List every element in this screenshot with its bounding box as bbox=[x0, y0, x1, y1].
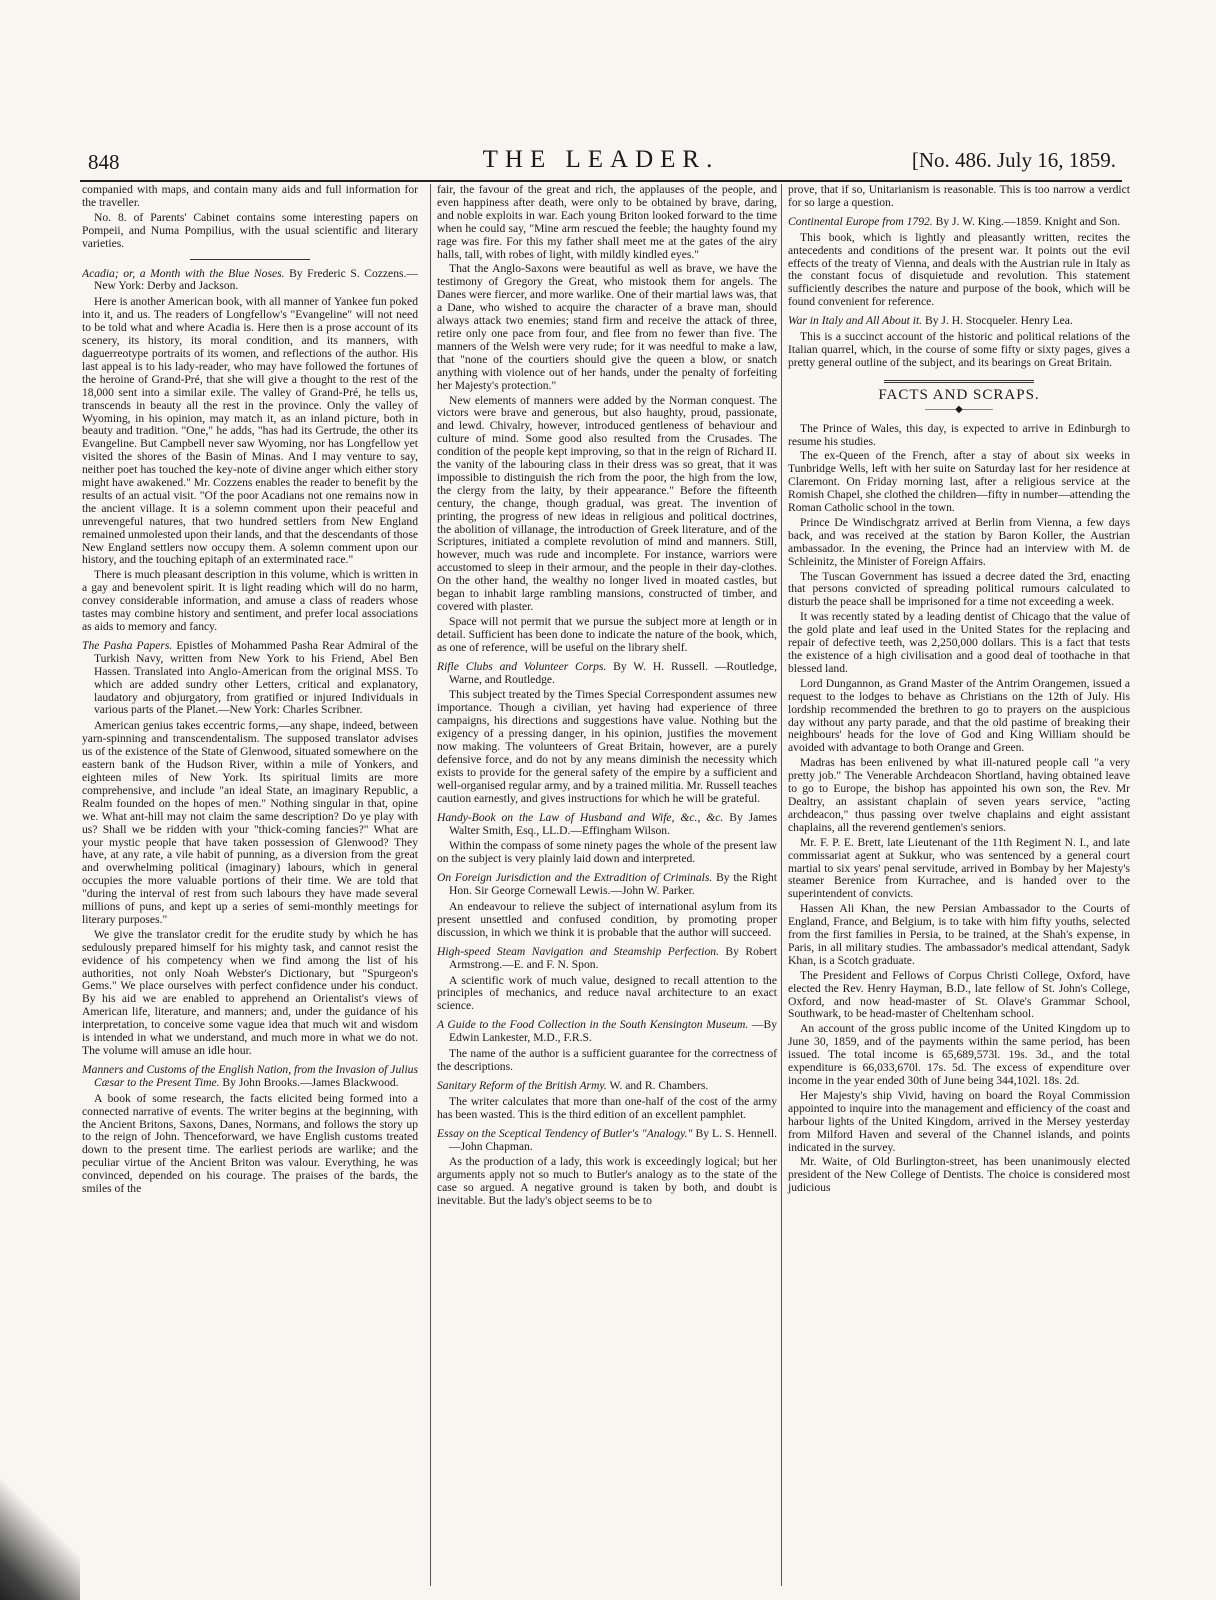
book-heading bbox=[437, 661, 777, 687]
news-item: Madras has been enlivened by what ill-natured people call "a very pretty job." The Venerable Archdeacon Shortland, having obtained leave to go to Europe, the bishop has appointed his own son, the Rev. Mr Dealtry, an assistant chaplain of seven years service, "acting archdeacon," thus passing over twelve chaplains and eight assistant chaplains, all the reverend gentlemen's seniors. bbox=[788, 756, 1130, 834]
book-title: Manners and Customs of the English Nation, from the Invasion of Julius Cæsar to the Present Time. bbox=[82, 1062, 418, 1089]
paragraph: Space will not permit that we pursue the subject more at length or in detail. Sufficient has been done to indicate the nature of the book, which, as one of reference, will be useful on the library shelf. bbox=[437, 614, 777, 654]
paragraph: We give the translator credit for the erudite study by which he has sedulously prepared himself for his mighty task, and cannot resist the evidence of his competency when we find among the list of his authorities, not only Noah Webster's Dictionary, but "Spurgeon's Gems." We place ourselves with perfect confidence under his conduct. By his aid we are enabled to apprehend an Orientalist's views of American life, literature, and manners; and, under the guidance of his interpretation, to conceive some vague idea that much wit and wisdom is intended in what we understand, and much more in what we do not. The volume will amuse an idle hour. bbox=[82, 927, 418, 1057]
paragraph: This is a succinct account of the historic and political relations of the Italian quarrel, which, in the course of some fifty or sixty pages, gives a pretty general outline of the subject, and its bearings on Great Britain. bbox=[788, 330, 1130, 369]
book-title: The Pasha Papers. bbox=[82, 638, 173, 652]
ornament-icon: ———◆——— bbox=[925, 403, 993, 415]
book-publisher: W. and R. Chambers. bbox=[609, 1078, 709, 1092]
paragraph: A scientific work of much value, designed to recall attention to the principles of mechanics, and reduce naval architecture to an exact science. bbox=[437, 973, 777, 1013]
book-title: A Guide to the Food Collection in the South Kensington Museum. bbox=[437, 1018, 749, 1032]
newspaper-title: THE LEADER. bbox=[482, 146, 720, 173]
book-title: Rifle Clubs and Volunteer Corps. bbox=[437, 659, 607, 673]
book-publisher: By John Brooks.—James Blackwood. bbox=[222, 1075, 399, 1089]
book-publisher: By the Right Hon. Sir George Cornewall Lewis.—John W. Parker. bbox=[449, 871, 777, 898]
masthead bbox=[80, 146, 1122, 182]
book-heading bbox=[437, 812, 777, 838]
paragraph: That the Anglo-Saxons were beautiful as well as brave, we have the testimony of Gregory the Great, who mistook them for angels. The Danes were fiercer, and more warlike. One of their martial laws was, that a Dane, who wished to acquire the character of a brave man, should always attack two enemies; stand firm and receive the attack of three, retire only one pace from four, and flee from no fewer than five. The manners of the Welsh were very rude; for it was needful to make a law, that "none of the courtiers should give the queen a blow, or snatch anything with violence out of her hands, under the penalty of forfeiting her Majesty's protection." bbox=[437, 262, 777, 392]
book-title: Handy-Book on the Law of Husband and Wife, &c., &c. bbox=[437, 810, 724, 824]
paragraph: No. 8. of Parents' Cabinet contains some interesting papers on Pompeii, and Numa Pompilius, with the usual scientific and literary varieties. bbox=[82, 210, 418, 250]
book-title: Essay on the Sceptical Tendency of Butler's "Analogy." bbox=[437, 1126, 693, 1140]
book-publisher: Epistles of Mohammed Pasha Rear Admiral of the Turkish Navy, written from New York to his Friend, Abel Ben Hassen. Translated into Anglo-American from the original MSS. To which are added sundry other Letters, critical and explanatory, laudatory and objurgatory, from gratified or injured Individuals in various parts of the Planet.—New York: Charles Scribner. bbox=[94, 638, 418, 717]
news-item: Her Majesty's ship Vivid, having on board the Royal Commission appointed to inquire into the management and efficiency of the coast and harbour lights of the United Kingdom, arrived in the Mersey yesterday from Milford Haven and several of the Channel islands, and points indicated in the survey. bbox=[788, 1088, 1130, 1154]
news-item: It was recently stated by a leading dentist of Chicago that the value of the gold plate and leaf used in the United States for the replacing and repair of defective teeth, was 2,250,000 dollars. This is a fact that tests the existence of a high civilisation and a good deal of toothache in that blessed land. bbox=[788, 610, 1130, 675]
book-heading bbox=[437, 1019, 777, 1045]
book-heading bbox=[82, 268, 418, 294]
section-divider bbox=[884, 380, 1034, 383]
paragraph: fair, the favour of the great and rich, the applauses of the people, and even happiness after death, were only to be obtained by brave, daring, and noble exploits in war. Each young Briton looked forward to the time when he could say, "Mine arm rescued the feeble; the haughty found my rage was fire. For this my father shall meet me at the gates of the airy halls, tall, with robes of light, with mildly kindled eyes." bbox=[437, 184, 777, 261]
book-title: Acadia; or, a Month with the Blue Noses. bbox=[82, 266, 285, 280]
paragraph: The writer calculates that more than one-half of the cost of the army has been wasted. This is the third edition of an excellent pamphlet. bbox=[437, 1094, 777, 1121]
book-publisher: By James Walter Smith, Esq., LL.D.—Effingham Wilson. bbox=[449, 810, 777, 837]
column-3 bbox=[781, 184, 1130, 1586]
news-item: The ex-Queen of the French, after a stay of about six weeks in Tunbridge Wells, left with her suite on Saturday last for her residence at Claremont. On Friday morning last, after a religious service at the Romish Chapel, she clothed the children—fifty in number—attending the Roman Catholic school in the town. bbox=[788, 449, 1130, 515]
paragraph: As the production of a lady, this work is exceedingly logical; but her arguments apply not so much to Butler's analogy as to the state of the case so argued. A negative ground is taken by both, and doubt is inevitable. But the lady's object seems to be to bbox=[437, 1155, 777, 1208]
paragraph: Here is another American book, with all manner of Yankee fun poked into it, and us. The readers of Longfellow's "Evangeline" will not need to be told what and where Acadia is. Here then is a prose account of its scenery, its history, its moral condition, and its manners, with daguerreotype portraits of its women, and reflections of the author. His last appeal is to his lady-reader, who may have followed the fortunes of the heroine of Grand-Pré, that she will give a thought to the rest of the 18,000 sent into a similar exile. The valley of Grand-Pré, he tells us, transcends in beauty all the rest in the province. Only the valley of Wyoming, in his opinion, may match it, as an inland picture, both in beauty and tradition. "One," he adds, "has had its Gertrude, the other its Evangeline. But Campbell never saw Wyoming, nor has Longfellow yet visited the shores of the Basin of Minas. And I may venture to say, neither poet has touched the key-note of divine anger which either story might have awakened." Mr. Cozzens enables the reader to benefit by the results of an actual visit. "Of the poor Acadians not one remains now in the ancient village. It is a solemn comment upon their peaceful and unrevengeful natures, that two hundred settlers from New England remained unmolested upon their lands, and that the descendants of those New England settlers now occupy them. A solemn comment upon our history, and the touching epitaph of an exterminated race." bbox=[82, 295, 418, 567]
book-heading bbox=[788, 216, 1130, 229]
book-heading bbox=[437, 872, 777, 898]
paragraph: companied with maps, and contain many aids and full information for the traveller. bbox=[82, 184, 418, 209]
book-title: High-speed Steam Navigation and Steamship Perfection. bbox=[437, 944, 719, 958]
column-1 bbox=[82, 184, 418, 1586]
news-item: Mr. Waite, of Old Burlington-street, has been unanimously elected president of the New College of Dentists. The choice is considered most judicious bbox=[788, 1155, 1130, 1195]
news-item: Prince De Windischgratz arrived at Berlin from Vienna, a few days back, and was received at the station by Baron Koller, the Austrian ambassador. In the evening, the Prince had an interview with M. de Schleinitz, the Minister of Foreign Affairs. bbox=[788, 515, 1130, 568]
book-heading bbox=[437, 946, 777, 972]
paragraph: This book, which is lightly and pleasantly written, recites the antecedents and conditions of the present war. It points out the evil effects of the treaty of Vienna, and deals with the Austrian rule in Italy as the constant focus of disquietude and revolution. This statement sufficiently describes the nature and purpose of the book, which will be found convenient for reference. bbox=[788, 230, 1130, 309]
paragraph: The name of the author is a sufficient guarantee for the correctness of the descriptions. bbox=[437, 1047, 777, 1073]
column-2 bbox=[430, 184, 777, 1586]
book-title: On Foreign Jurisdiction and the Extradition of Criminals. bbox=[437, 871, 713, 885]
book-title: War in Italy and All About it. bbox=[788, 314, 923, 328]
book-publisher: —By Edwin Lankester, M.D., F.R.S. bbox=[449, 1018, 777, 1045]
news-item: Mr. F. P. E. Brett, late Lieutenant of the 11th Regiment N. I., and late commissariat agent at Sukkur, who was sentenced by a general court martial to six years' penal servitude, arrived in Bombay by her Majesty's steamer Berenice from Kurrachee, and is handed over to the superintendent of convicts. bbox=[788, 835, 1130, 901]
book-publisher: By J. W. King.—1859. Knight and Son. bbox=[935, 214, 1121, 228]
paragraph: American genius takes eccentric forms,—any shape, indeed, between yarn-spinning and transcendentalism. The supposed translator advises us of the existence of the State of Glenwood, situated somewhere on the eastern bank of the Hudson River, within a mile of Yonkers, and eighteen miles of New York. Its spiritual limits are more comprehensive, and include "an ideal State, an imaginary Republic, a Realm founded on the hopes of men." Nothing singular in that, opine we. What ant-hill may not claim the same description? Do ye play with us? Shall we be ridden with your "thick-coming fancies?" What are your mystic people that have taken possession of Glenwood? They have, at any rate, a vile habit of punning, as a diversion from the great and overwhelming political (imaginary) labours, which in general occupies the more valuable portions of their time. We are told that "during the interval of rest from such labours they have made several millions of puns, and kept up a series of semi-monthly meetings for literary purposes." bbox=[82, 719, 418, 926]
paragraph: prove, that if so, Unitarianism is reasonable. This is too narrow a verdict for so large a question. bbox=[788, 184, 1130, 209]
book-publisher: By J. H. Stocqueler. Henry Lea. bbox=[925, 314, 1073, 328]
book-publisher: By Frederic S. Cozzens.—New York: Derby and Jackson. bbox=[94, 266, 418, 293]
book-publisher: By Robert Armstrong.—E. and F. N. Spon. bbox=[449, 944, 777, 971]
paragraph: New elements of manners were added by the Norman conquest. The victors were brave and generous, but also haughty, proud, passionate, and lewd. Chivalry, however, introduced gentleness of behaviour and culture of mind. Some good also resulted from the Crusades. The condition of the people kept improving, so that in the reign of Richard II. the vanity of the labouring class in their dress was so great, that it was impossible to distinguish the rich from the poor, the high from the low, the clergy from the laity, by their appearance." Before the fifteenth century, the change, though gradual, was great. The invention of printing, the progress of new ideas in religious and political doctrines, the abolition of villanage, the introduction of Greek literature, and of the Scriptures, initiated a complete revolution of mind and manners. Still, however, much was rude and incomplete. For instance, warriors were accustomed to sleep in their armour, and the people in their day-clothes. On the other hand, the wealthy no longer lived in moated castles, but began to inhabit large rambling mansions, constructed of timber, and covered with plaster. bbox=[437, 393, 777, 613]
scan-shadow bbox=[0, 1455, 80, 1600]
page-number: 848 bbox=[88, 150, 120, 174]
divider bbox=[190, 259, 310, 260]
book-heading bbox=[437, 1080, 777, 1093]
paragraph: Within the compass of some ninety pages the whole of the present law on the subject is very plainly laid down and interpreted. bbox=[437, 839, 777, 866]
paragraph: There is much pleasant description in this volume, which is written in a gay and benevolent spirit. It is light reading which will do no harm, convey considerable information, and amuse a class of readers whose tastes may combine history and sentiment, and prefer local associations as aids to memory and fancy. bbox=[82, 568, 418, 633]
news-item: The Tuscan Government has issued a decree dated the 3rd, enacting that persons convicted of spreading political rumours calculated to disturb the peace shall be imprisoned for a time not exceeding a week. bbox=[788, 569, 1130, 609]
book-heading bbox=[82, 640, 418, 717]
paragraph: This subject treated by the Times Special Correspondent assumes new importance. Though a civilian, yet having had experience of three campaigns, his directions and suggestions have value. Nothing but the exigency of a pressing danger, in his opinion, justifies the movement now making. The volunteers of Great Britain, however, are a purely defensive force, and do not by any means diminish the necessity which exists to provide for the general safety of the empire by a sufficient and well-organised regular army, and by a trained militia. Mr. Russell teaches caution earnestly, and gives instructions for which he will be grateful. bbox=[437, 688, 777, 805]
news-item: Lord Dungannon, as Grand Master of the Antrim Orangemen, issued a request to the lodges to behave as Christians on the 12th of July. His lordship recommended the brethren to go to prayers on the auspicious day without any party parade, and that the old pastime of breaking their neighbours' heads for the love of God and King William should be avoided with advantage to both Orange and Green. bbox=[788, 676, 1130, 755]
book-publisher: By W. H. Russell. —Routledge, Warne, and Routledge. bbox=[449, 659, 777, 686]
news-item: The Prince of Wales, this day, is expected to arrive in Edinburgh to resume his studies. bbox=[788, 421, 1130, 448]
news-item: The President and Fellows of Corpus Christi College, Oxford, have elected the Rev. Henry Hayman, B.D., late fellow of St. John's College, Oxford, and now head-master of St. Olave's Grammar School, Southwark, to be head-master of Cheltenham school. bbox=[788, 968, 1130, 1021]
issue-info: [No. 486. July 16, 1859. bbox=[911, 148, 1116, 172]
section-title: FACTS AND SCRAPS. bbox=[878, 386, 1040, 403]
book-heading bbox=[82, 1064, 418, 1090]
book-heading bbox=[788, 315, 1130, 328]
news-item: Hassen Ali Khan, the new Persian Ambassador to the Courts of England, France, and Belgium, is to take with him fifty youths, selected from the first families in Persia, to be trained, at the Shah's expense, in Paris, in all military studies. The ambassador's medical attendant, Sadyk Khan, is a Scotch graduate. bbox=[788, 902, 1130, 967]
paragraph: An endeavour to relieve the subject of international asylum from its present unsettled and confused condition, by promoting proper discussion, in which we think it is probable that the author will succeed. bbox=[437, 900, 777, 939]
paragraph: A book of some research, the facts elicited being formed into a connected narrative of events. The writer begins at the beginning, with the Ancient Britons, Saxons, Danes, Normans, and follows the story up to the reign of John. Thenceforward, we have English customs treated down to the present time. The earliest periods are warlike; and the peculiar virtue of the Ancient Briton was valour. Everything, he was convinced, depended on his courage. The praises of the bards, the smiles of the bbox=[82, 1091, 418, 1196]
book-heading bbox=[437, 1128, 777, 1154]
book-publisher: By L. S. Hennell.—John Chapman. bbox=[449, 1126, 777, 1153]
book-title: Sanitary Reform of the British Army. bbox=[437, 1078, 607, 1092]
news-item: An account of the gross public income of the United Kingdom up to June 30, 1859, and of the payments within the same period, has been issued. The total income is 65,689,573l. 19s. 3d., and the total expenditure is 66,033,670l. 17s. 5d. The excess of expenditure over income in the year ended 30th of June being 344,102l. 18s. 2d. bbox=[788, 1022, 1130, 1087]
book-title: Continental Europe from 1792. bbox=[788, 214, 933, 228]
